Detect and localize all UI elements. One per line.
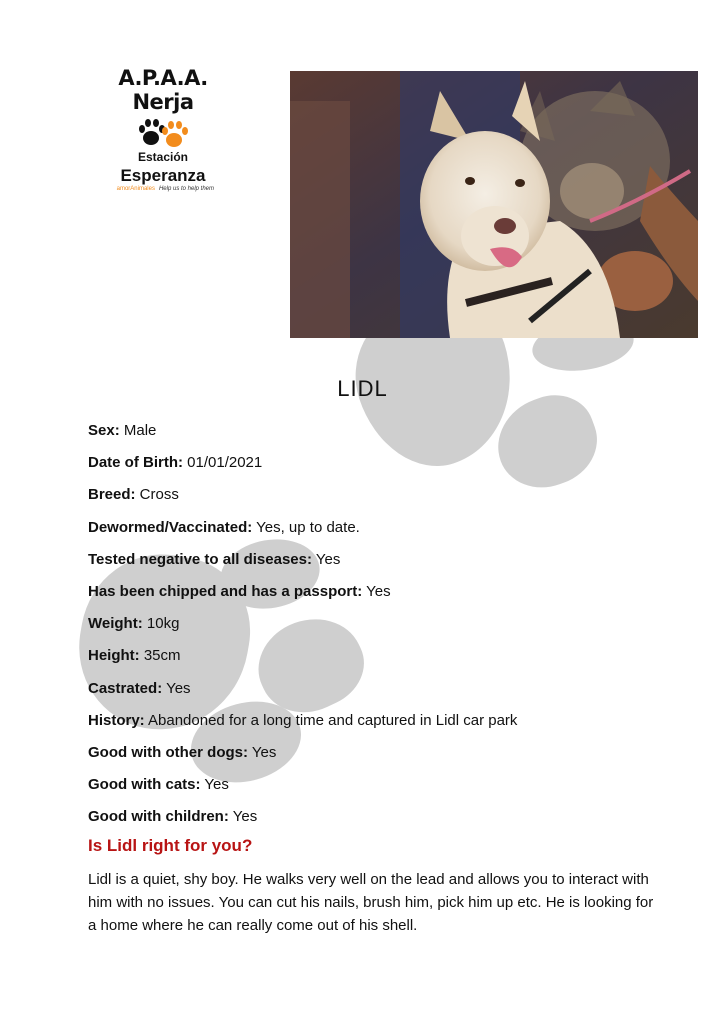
logo-tagline-text: Help us to help them bbox=[158, 186, 214, 192]
logo-line-esperanza: Esperanza bbox=[120, 166, 206, 185]
detail-label: Castrated: bbox=[88, 679, 163, 697]
paw-logo-icon bbox=[136, 116, 190, 150]
detail-value: Yes bbox=[247, 743, 277, 761]
detail-height bbox=[88, 645, 688, 677]
detail-value: Yes bbox=[311, 550, 341, 568]
detail-good-with-children bbox=[88, 806, 688, 838]
detail-value: 35cm bbox=[139, 647, 181, 665]
logo-org-name: A.P.A.A. Nerja bbox=[118, 66, 208, 114]
detail-label: Tested negative to all diseases: bbox=[88, 550, 312, 568]
detail-breed bbox=[88, 484, 688, 516]
pet-details-list bbox=[88, 420, 688, 838]
detail-castrated bbox=[88, 678, 688, 710]
pet-name-title: LIDL bbox=[337, 376, 388, 401]
detail-value: Male bbox=[119, 422, 157, 439]
detail-value: Yes bbox=[362, 582, 391, 600]
detail-label: Height: bbox=[88, 647, 140, 665]
detail-label: Good with cats: bbox=[88, 776, 201, 794]
logo-tagline-accent: amorAnimales bbox=[116, 186, 155, 192]
detail-value: Yes bbox=[200, 776, 229, 794]
detail-value: Yes, up to date. bbox=[252, 518, 360, 536]
detail-history bbox=[88, 710, 688, 742]
detail-tested-negative bbox=[88, 549, 688, 581]
detail-label: Good with other dogs: bbox=[88, 743, 248, 761]
detail-sex bbox=[88, 420, 688, 452]
section-heading: Is Lidl right for you? bbox=[88, 836, 253, 855]
logo-line-estacion: Estación bbox=[137, 150, 188, 164]
detail-date-of-birth bbox=[88, 452, 688, 484]
detail-value: Cross bbox=[135, 486, 179, 504]
detail-good-with-cats bbox=[88, 774, 688, 806]
detail-label: Date of Birth: bbox=[88, 454, 183, 472]
detail-dewormed-vaccinated bbox=[88, 517, 688, 549]
detail-value: 10kg bbox=[142, 615, 180, 633]
organization-logo bbox=[88, 62, 238, 192]
detail-label: History: bbox=[88, 711, 145, 729]
detail-label: Has been chipped and has a passport: bbox=[88, 582, 363, 600]
detail-label: Good with children: bbox=[88, 808, 229, 826]
detail-weight bbox=[88, 613, 688, 645]
dog-photo bbox=[290, 71, 698, 338]
detail-chipped-passport bbox=[88, 581, 688, 613]
detail-label: Sex: bbox=[88, 422, 120, 439]
detail-label: Breed: bbox=[88, 486, 136, 504]
detail-good-with-dogs bbox=[88, 742, 688, 774]
logo-tagline bbox=[88, 186, 238, 192]
detail-value: Abandoned for a long time and captured in Lidl car park bbox=[144, 711, 518, 729]
detail-value: Yes bbox=[162, 679, 191, 697]
detail-value: 01/01/2021 bbox=[183, 454, 263, 472]
detail-label: Weight: bbox=[88, 615, 143, 633]
description-paragraph: Lidl is a quiet, shy boy. He walks very well on the lead and allows you to interact with him with no issues. You can cut his nails, brush him, pick him up etc. He is looking for a home where he can really come out of his shell. bbox=[88, 871, 654, 934]
detail-value: Yes bbox=[228, 808, 258, 826]
detail-label: Dewormed/Vaccinated: bbox=[88, 518, 253, 536]
